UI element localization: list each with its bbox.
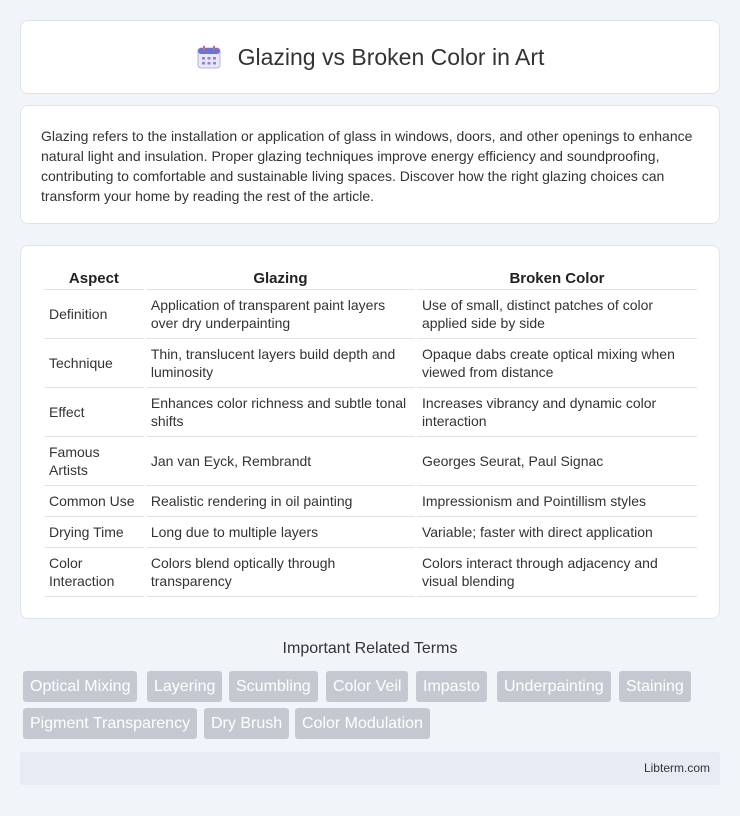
broken-color-cell: Variable; faster with direct application bbox=[417, 517, 697, 548]
broken-color-cell: Impressionism and Pointillism styles bbox=[417, 486, 697, 517]
tag-layering[interactable]: Layering bbox=[147, 671, 222, 702]
broken-color-cell: Increases vibrancy and dynamic color interaction bbox=[417, 388, 697, 437]
comparison-table bbox=[42, 266, 699, 597]
header-aspect: Aspect bbox=[44, 266, 144, 290]
table-row bbox=[44, 437, 697, 486]
footer bbox=[20, 752, 720, 785]
header-card bbox=[20, 20, 720, 94]
row-label: Drying Time bbox=[44, 517, 144, 548]
glazing-cell: Jan van Eyck, Rembrandt bbox=[146, 437, 415, 486]
row-label: Famous Artists bbox=[44, 437, 144, 486]
row-label: Color Interaction bbox=[44, 548, 144, 597]
glazing-cell: Long due to multiple layers bbox=[146, 517, 415, 548]
tag-scumbling[interactable]: Scumbling bbox=[229, 671, 318, 702]
header-broken-color: Broken Color bbox=[417, 266, 697, 290]
table-row bbox=[44, 290, 697, 339]
header-glazing: Glazing bbox=[146, 266, 415, 290]
tag-optical-mixing[interactable]: Optical Mixing bbox=[23, 671, 137, 702]
table-row bbox=[44, 548, 697, 597]
tag-impasto[interactable]: Impasto bbox=[416, 671, 487, 702]
tag-staining[interactable]: Staining bbox=[619, 671, 691, 702]
tag-pigment-transparency[interactable]: Pigment Transparency bbox=[23, 708, 197, 739]
broken-color-cell: Georges Seurat, Paul Signac bbox=[417, 437, 697, 486]
row-label: Technique bbox=[44, 339, 144, 388]
glazing-cell: Colors blend optically through transparency bbox=[146, 548, 415, 597]
row-label: Effect bbox=[44, 388, 144, 437]
page-title: Glazing vs Broken Color in Art bbox=[237, 43, 545, 70]
tag-color-modulation[interactable]: Color Modulation bbox=[295, 708, 430, 739]
glazing-cell: Application of transparent paint layers over dry underpainting bbox=[146, 290, 415, 339]
table-row bbox=[44, 517, 697, 548]
table-row bbox=[44, 486, 697, 517]
related-terms-title: Important Related Terms bbox=[282, 640, 458, 657]
intro-card bbox=[20, 105, 720, 224]
glazing-cell: Realistic rendering in oil painting bbox=[146, 486, 415, 517]
comparison-table-card bbox=[20, 245, 720, 619]
broken-color-cell: Opaque dabs create optical mixing when viewed from distance bbox=[417, 339, 697, 388]
tag-color-veil[interactable]: Color Veil bbox=[326, 671, 408, 702]
tag-underpainting[interactable]: Underpainting bbox=[497, 671, 611, 702]
calendar-icon bbox=[196, 44, 222, 70]
row-label: Common Use bbox=[44, 486, 144, 517]
glazing-cell: Thin, translucent layers build depth and luminosity bbox=[146, 339, 415, 388]
footer-site-link[interactable]: Libterm.com bbox=[643, 761, 710, 775]
broken-color-cell: Colors interact through adjacency and visual blending bbox=[417, 548, 697, 597]
glazing-cell: Enhances color richness and subtle tonal shifts bbox=[146, 388, 415, 437]
broken-color-cell: Use of small, distinct patches of color applied side by side bbox=[417, 290, 697, 339]
intro-paragraph: Glazing refers to the installation or application of glass in windows, doors, and other openings to enhance natural light and insulation. Proper glazing techniques improve energy efficiency and soundproofing, contributing to comfortable and sustainable living spaces. Discover how the right glazing choices can transform your home by reading the rest of the article. bbox=[41, 128, 693, 204]
table-row bbox=[44, 339, 697, 388]
table-row bbox=[44, 388, 697, 437]
row-label: Definition bbox=[44, 290, 144, 339]
tag-dry-brush[interactable]: Dry Brush bbox=[204, 708, 289, 739]
